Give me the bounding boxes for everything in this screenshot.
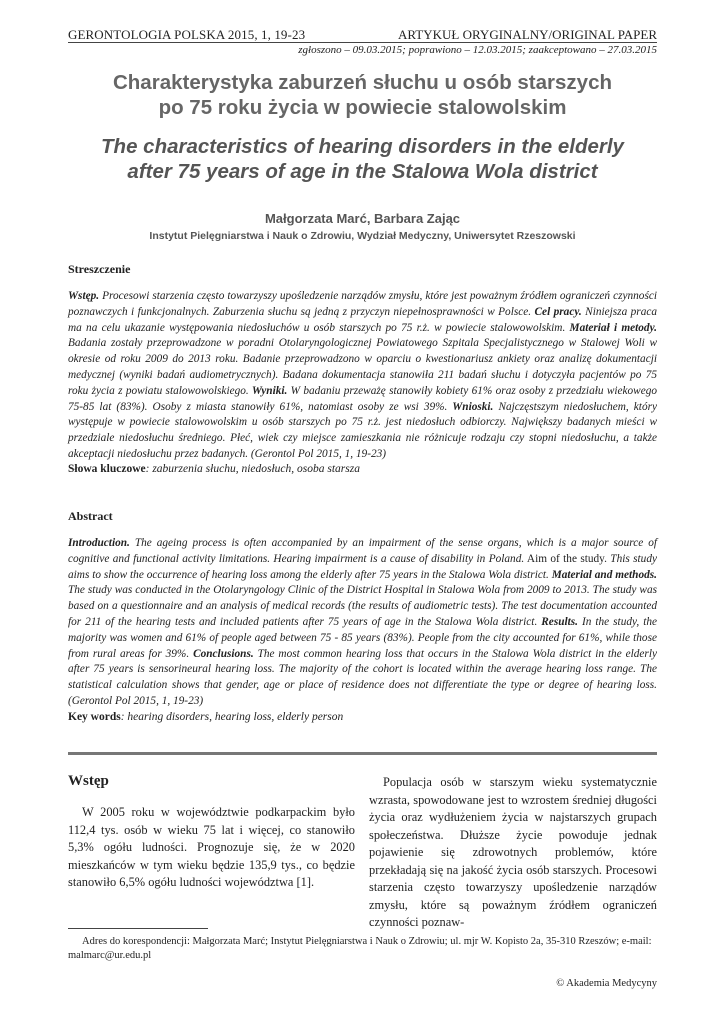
wnioski-text: Najczęstszym niedosłuchem, który występuje w powiecie stalowowolskim u osób starszych po 75 r.ż. jest niedosłuch odbiorczy. Największy badanych mieści w przedziale niedosłuchu średniego. Płeć, wiek czy miejsce zamieszkania nie różnicuje rodzaju czy stopni niedosłuchu, a także akceptacji niedosłuchu przez badanych. (Gerontol Pol 2015, 1, 19-23) (68, 400, 658, 460)
copyright: © Akademia Medycyny (556, 978, 657, 989)
intro-text: The ageing process is often accompanied by an impairment of the sense organs, which is a major source of cognitive and functional activity limitations. Hearing impairment is a cause of disability in Poland. (68, 537, 657, 565)
abstract-heading: Abstract (68, 509, 113, 523)
cel-text: Niniejsza praca ma na celu ukazanie występowania niedosłuchów u osób starszych po 75 r.ż. w powiecie stalowowolskim. (68, 305, 658, 334)
results-label: Results. (537, 615, 578, 628)
footnote-rule (68, 928, 208, 929)
methods-text: The study was conducted in the Otolaryngology Clinic of the District Hospital in Stalowa Wola from 2009 to 2013. The study was based on a questionnaire and an analysis of medical records (the results of audiometric tests). The test documentation accounted for 211 of the hearing tests and included patients after 75 years of age in the Stalowa Wola district. (68, 584, 657, 628)
aim-text: This study aims to show the occurrence of hearing loss among the elderly after 75 years in the Stalowa Wola district. (68, 552, 657, 581)
journal-citation: GERONTOLOGIA POLSKA 2015, 1, 19-23 (68, 27, 306, 42)
wstep-text: Procesowi starzenia często towarzyszy upośledzenie narządów zmysłu, które jest poważnym źródłem ograniczeń czynności poznawczych i funkcjonalnych. Zaburzenia słuchu są jedną z przyczyn niepełnosprawności w Polsce. (68, 290, 657, 318)
body-right-column (369, 774, 657, 932)
aim-label: Aim of the study. (524, 552, 607, 565)
wyniki-text: W badaniu przeważę stanowiły kobiety 61% oraz osoby z przedziału wiekowego 75-85 lat (83%). Osoby z miasta stanowiły 61%, natomiast osoby ze wsi 39%. (68, 384, 658, 413)
title-polish (68, 70, 657, 120)
section-rule (68, 752, 657, 755)
material-label: Materiał i metody. (565, 321, 658, 334)
body-right-paragraph: Populacja osób w starszym wieku systematycznie wzrasta, spowodowane jest to wzrostem średniej długości życia oraz wydłużeniem życia w najstarszych grupach społeczeństwa. Dłuższe życie powoduje jednak pojawienie się zdrowotnych problemów, które przekładają się na jakość życia osób starszych. Procesowi starzenia często towarzyszy upośledzenie narządów zmysłu, które są poważnym źródłem ograniczeń czynności poznaw- (369, 775, 657, 929)
authors: Małgorzata Marć, Barbara Zając (264, 211, 461, 226)
body-left-paragraph: W 2005 roku w województwie podkarpackim było 112,4 tys. osób w wieku 75 lat i więcej, co stanowiło 5,3% ogółu ludności. Prognozuje się, że w 2020 mieszkańców w tym wieku będzie 135,9 tys., co będzie stanowiło 6,5% ogółu ludności województwa [1]. (68, 805, 355, 889)
results-text: In the study, the majority was women and 61% of people aged between 75 - 85 years (83%). People from the city accounted for 61%, while those from rural areas for 39%. (68, 615, 657, 660)
key-words-label: Key words (68, 711, 121, 723)
slowa-kluczowe (68, 463, 657, 475)
material-text: Badania zostały przeprowadzone w poradni Otolaryngologicznej Powiatowego Szpitala Specjalistycznego w Stalowej Woli w okresie od roku 2009 do 2013 roku. Badanie przeprowadzono w oparciu o kwestionariusz ankiety oraz analizę dokumentacji medycznej (wyniki badań audiometrycznych). Badana dokumentacja stanowiła 211 badań słuchu i dotyczyła pacjentów po 75 roku życia z powiatu stalowowolskiego. (68, 337, 657, 397)
key-words-text: : hearing disorders, hearing loss, elderly person (120, 711, 344, 723)
conclusions-text: The most common hearing loss that occurs in the Stalowa Wola district in the elderly after 75 years is sensorineural hearing loss. The majority of the cohort is located within the average hearing loss range. The statistical calculation shows that gender, age or place of residence does not differentiate the type or degree of hearing loss. (Gerontol Pol 2015, 1, 19-23) (68, 647, 657, 707)
cel-label: Cel pracy. (531, 305, 582, 318)
conclusions-label: Conclusions. (189, 647, 254, 660)
title-english (68, 134, 657, 184)
affiliation: Instytut Pielęgniarstwa i Nauk o Zdrowiu, Wydział Medyczny, Uniwersytet Rzeszowski (149, 230, 576, 242)
slowa-kluczowe-text: : zaburzenia słuchu, niedosłuch, osoba starsza (145, 463, 360, 475)
key-words (68, 711, 657, 723)
streszczenie-text (68, 289, 657, 463)
body-left-column (68, 804, 355, 892)
intro-label: Introduction. (68, 537, 130, 549)
submission-dates: zgłoszono – 09.03.2015; poprawiono – 12.03.2015; zaakceptowano – 27.03.2015 (298, 44, 657, 56)
header-rule (68, 42, 657, 43)
wyniki-label: Wyniki. (248, 384, 288, 397)
slowa-kluczowe-label: Słowa kluczowe (68, 463, 146, 475)
title-english-line1: The characteristics of hearing disorders in the elderly (101, 135, 624, 158)
article-type: ARTYKUŁ ORYGINALNY/ORIGINAL PAPER (398, 27, 657, 42)
streszczenie-heading: Streszczenie (68, 262, 131, 276)
wstep-label: Wstęp. (68, 290, 100, 302)
title-polish-line1: Charakterystyka zaburzeń słuchu u osób starszych (112, 71, 612, 94)
title-polish-line2: po 75 roku życia w powiecie stalowolskim (158, 96, 567, 119)
title-english-line2: after 75 years of age in the Stalowa Wola district (127, 160, 598, 183)
wstep-heading: Wstęp (68, 773, 109, 789)
correspondence-footnote: Adres do korespondencji: Małgorzata Marć; Instytut Pielęgniarstwa i Nauk o Zdrowiu; ul. mjr W. Kopisto 2a, 35-310 Rzeszów; e-mail: malmarc@ur.edu.pl (68, 936, 652, 961)
methods-label: Material and methods. (548, 568, 657, 581)
wnioski-label: Wnioski. (447, 400, 494, 413)
abstract-text (68, 536, 657, 710)
